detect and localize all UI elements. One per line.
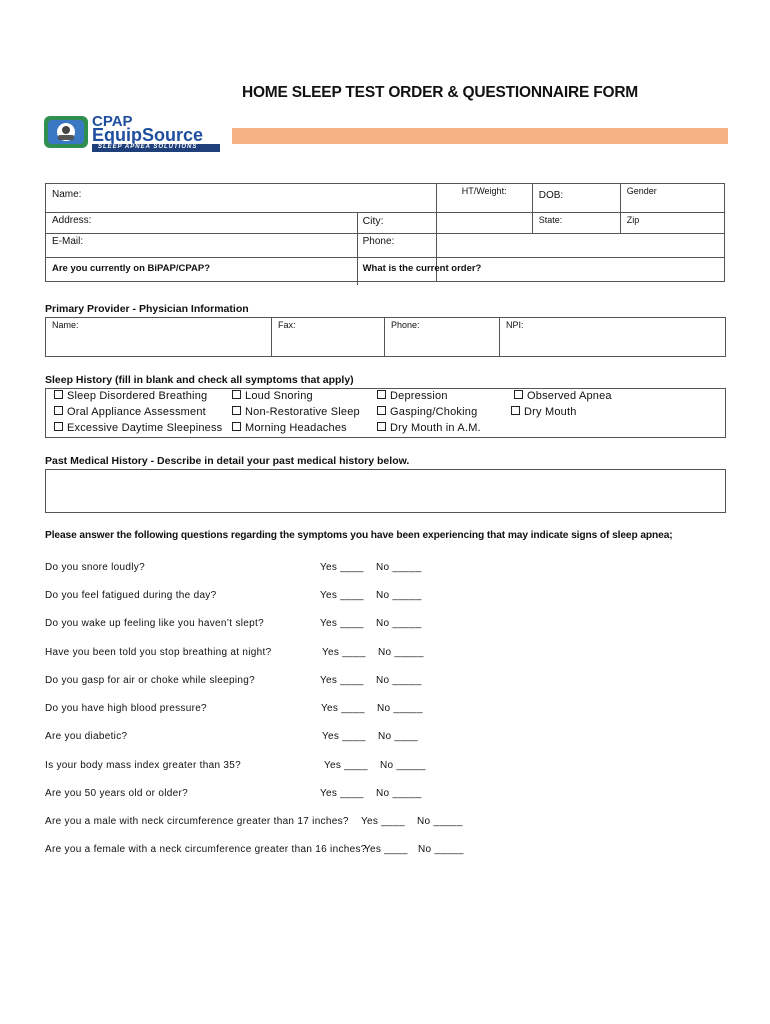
symptom-morning-headaches[interactable] bbox=[232, 422, 347, 434]
provider-heading: Primary Provider - Physician Information bbox=[45, 303, 249, 315]
yes-answer[interactable]: Yes ____ bbox=[320, 562, 364, 573]
dob-field[interactable] bbox=[532, 184, 620, 213]
no-answer[interactable]: No ____ bbox=[378, 731, 418, 742]
no-answer[interactable]: No _____ bbox=[377, 703, 423, 714]
gender-label: Gender bbox=[626, 186, 657, 196]
question-text: Is your body mass index greater than 35? bbox=[45, 760, 241, 771]
symptom-observed-apnea[interactable] bbox=[514, 390, 612, 402]
no-answer[interactable]: No _____ bbox=[376, 562, 422, 573]
question-text: Are you a female with a neck circumference greater than 16 inches? bbox=[45, 844, 367, 855]
question-row bbox=[45, 647, 271, 658]
no-answer[interactable]: No _____ bbox=[417, 816, 463, 827]
provider-divider-3 bbox=[499, 317, 500, 356]
state-field[interactable] bbox=[532, 213, 620, 234]
checkbox[interactable] bbox=[514, 390, 523, 399]
yes-answer[interactable]: Yes ____ bbox=[320, 590, 364, 601]
question-row bbox=[45, 675, 255, 686]
medical-history-textarea[interactable] bbox=[45, 469, 726, 513]
symptom-gasping-choking[interactable] bbox=[377, 406, 477, 418]
yes-answer[interactable]: Yes ____ bbox=[364, 844, 408, 855]
yes-answer[interactable]: Yes ____ bbox=[361, 816, 405, 827]
no-answer[interactable]: No _____ bbox=[376, 618, 422, 629]
medical-history-heading: Past Medical History - Describe in detail your past medical history below. bbox=[45, 455, 410, 467]
no-answer[interactable]: No _____ bbox=[376, 590, 422, 601]
logo-line2: EquipSource bbox=[92, 125, 204, 145]
question-text: Are you 50 years old or older? bbox=[45, 788, 188, 799]
question-text: Are you a male with neck circumference greater than 17 inches? bbox=[45, 816, 349, 827]
yes-answer[interactable]: Yes ____ bbox=[322, 647, 366, 658]
symptom-sleep-disordered-breathing[interactable] bbox=[54, 390, 207, 402]
question-row bbox=[45, 760, 241, 771]
symptom-oral-appliance[interactable] bbox=[54, 406, 206, 418]
phone-field[interactable] bbox=[362, 234, 724, 258]
phone-label: Phone: bbox=[362, 236, 395, 247]
checkbox[interactable] bbox=[232, 390, 241, 399]
order-question: What is the current order? bbox=[362, 263, 482, 274]
ht-weight-field[interactable] bbox=[436, 184, 532, 213]
gender-field[interactable] bbox=[620, 184, 724, 213]
accent-bar bbox=[232, 128, 728, 144]
checkbox[interactable] bbox=[377, 390, 386, 399]
question-text: Do you feel fatigued during the day? bbox=[45, 590, 217, 601]
checkbox[interactable] bbox=[377, 422, 386, 431]
no-answer[interactable]: No _____ bbox=[376, 675, 422, 686]
symptom-label: Sleep Disordered Breathing bbox=[67, 390, 208, 402]
no-answer[interactable]: No _____ bbox=[380, 760, 426, 771]
email-label: E-Mail: bbox=[52, 236, 84, 247]
question-row bbox=[45, 788, 188, 799]
bipap-question: Are you currently on BiPAP/CPAP? bbox=[52, 263, 211, 274]
dob-label: DOB: bbox=[538, 190, 564, 201]
ht-weight-label: HT/Weight: bbox=[461, 186, 507, 196]
patient-info-table bbox=[45, 183, 725, 282]
sleep-history-heading: Sleep History (fill in blank and check all symptoms that apply) bbox=[45, 374, 354, 386]
symptom-daytime-sleepiness[interactable] bbox=[54, 422, 222, 434]
symptom-non-restorative-sleep[interactable] bbox=[232, 406, 360, 418]
question-row bbox=[45, 731, 127, 742]
provider-name-label[interactable]: Name: bbox=[52, 320, 79, 330]
yes-answer[interactable]: Yes ____ bbox=[320, 675, 364, 686]
symptom-label: Dry Mouth bbox=[524, 406, 577, 418]
provider-divider-2 bbox=[384, 317, 385, 356]
yes-answer[interactable]: Yes ____ bbox=[321, 703, 365, 714]
checkbox[interactable] bbox=[232, 422, 241, 431]
symptom-label: Oral Appliance Assessment bbox=[67, 406, 206, 418]
question-row bbox=[45, 703, 207, 714]
question-text: Do you snore loudly? bbox=[45, 562, 145, 573]
provider-npi-label[interactable]: NPI: bbox=[506, 320, 524, 330]
symptom-label: Gasping/Choking bbox=[390, 406, 478, 418]
question-text: Do you gasp for air or choke while sleeping? bbox=[45, 675, 255, 686]
symptom-dry-mouth[interactable] bbox=[511, 406, 577, 418]
yes-answer[interactable]: Yes ____ bbox=[320, 788, 364, 799]
question-text: Do you have high blood pressure? bbox=[45, 703, 207, 714]
question-row bbox=[45, 618, 264, 629]
yes-answer[interactable]: Yes ____ bbox=[320, 618, 364, 629]
provider-phone-label[interactable]: Phone: bbox=[391, 320, 420, 330]
name-field[interactable] bbox=[46, 184, 437, 213]
symptom-loud-snoring[interactable] bbox=[232, 390, 313, 402]
symptom-dry-mouth-am[interactable] bbox=[377, 422, 481, 434]
order-field[interactable] bbox=[362, 258, 724, 282]
city-label: City: bbox=[362, 215, 384, 227]
checkbox[interactable] bbox=[511, 406, 520, 415]
provider-divider-1 bbox=[271, 317, 272, 356]
question-row bbox=[45, 590, 216, 601]
symptom-label: Loud Snoring bbox=[245, 390, 313, 402]
address-label: Address: bbox=[52, 215, 92, 226]
logo-tagline: SLEEP APNEA SOLUTIONS bbox=[98, 144, 198, 150]
question-row bbox=[45, 816, 349, 827]
symptom-label: Excessive Daytime Sleepiness bbox=[67, 422, 223, 434]
checkbox[interactable] bbox=[377, 406, 386, 415]
yes-answer[interactable]: Yes ____ bbox=[324, 760, 368, 771]
question-text: Are you diabetic? bbox=[45, 731, 128, 742]
question-row bbox=[45, 844, 367, 855]
no-answer[interactable]: No _____ bbox=[418, 844, 464, 855]
zip-label: Zip bbox=[626, 215, 640, 225]
provider-fax-label[interactable]: Fax: bbox=[278, 320, 296, 330]
question-row bbox=[45, 562, 145, 573]
symptom-label: Dry Mouth in A.M. bbox=[390, 422, 481, 434]
form-title: HOME SLEEP TEST ORDER & QUESTIONNAIRE FORM bbox=[241, 84, 639, 101]
no-answer[interactable]: No _____ bbox=[376, 788, 422, 799]
symptom-label: Morning Headaches bbox=[245, 422, 347, 434]
provider-box bbox=[45, 317, 726, 357]
symptom-label: Non-Restorative Sleep bbox=[245, 406, 360, 418]
city-field[interactable] bbox=[362, 213, 532, 234]
symptom-depression[interactable] bbox=[377, 390, 448, 402]
state-label: State: bbox=[538, 215, 563, 225]
symptom-label: Depression bbox=[390, 390, 448, 402]
city-divider bbox=[357, 212, 358, 285]
zip-field[interactable] bbox=[620, 213, 724, 234]
checkbox[interactable] bbox=[54, 390, 63, 399]
name-label: Name: bbox=[52, 189, 82, 200]
checkbox[interactable] bbox=[54, 406, 63, 415]
question-text: Do you wake up feeling like you haven’t slept? bbox=[45, 618, 264, 629]
company-logo bbox=[44, 113, 226, 153]
checkbox[interactable] bbox=[54, 422, 63, 431]
question-text: Have you been told you stop breathing at night? bbox=[45, 647, 272, 658]
yes-answer[interactable]: Yes ____ bbox=[322, 731, 366, 742]
questions-intro: Please answer the following questions regarding the symptoms you have been experiencing that may indicate signs of sleep apnea; bbox=[45, 530, 673, 541]
symptom-label: Observed Apnea bbox=[527, 390, 612, 402]
no-answer[interactable]: No _____ bbox=[378, 647, 424, 658]
logo-line1: CPAP bbox=[92, 113, 133, 130]
checkbox[interactable] bbox=[232, 406, 241, 415]
